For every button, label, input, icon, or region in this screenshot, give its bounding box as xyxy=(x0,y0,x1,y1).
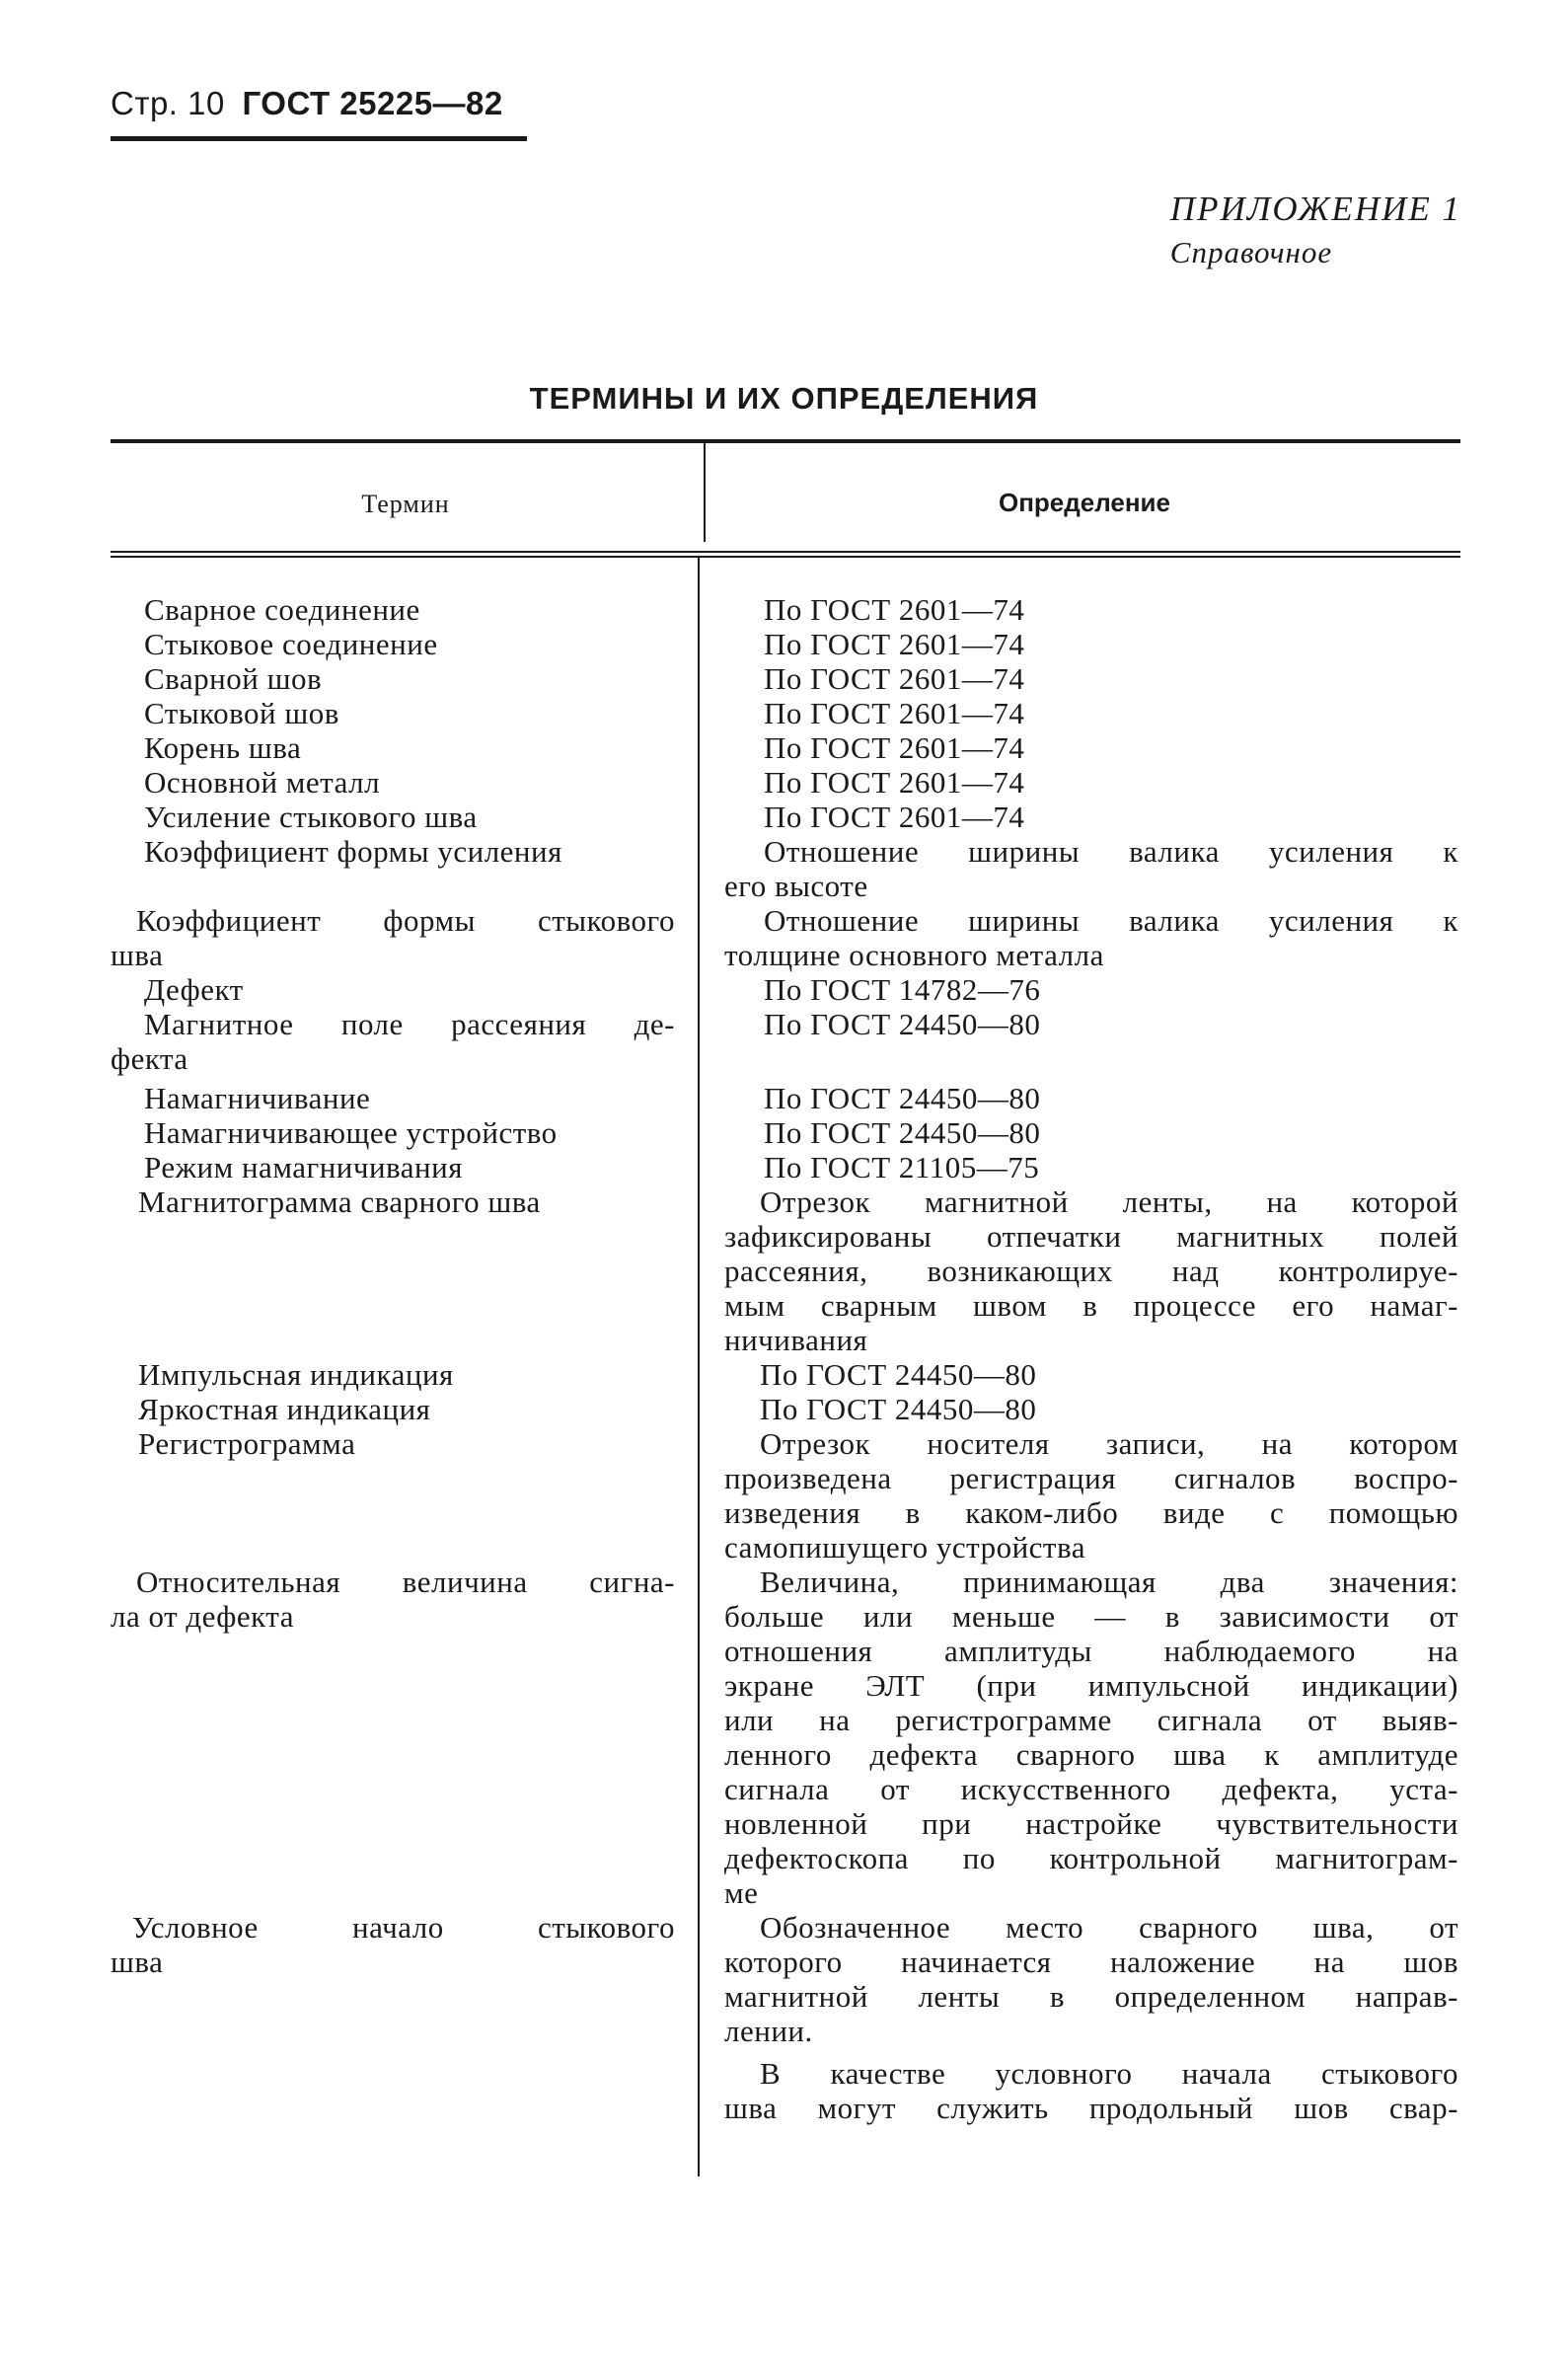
definition-line: произведена регистрация сигналов воспро- xyxy=(724,1461,1458,1495)
definition-cell xyxy=(724,696,1458,730)
definition-cell xyxy=(724,1007,1458,1041)
term-cell xyxy=(111,800,675,834)
term-line: Яркостная индикация xyxy=(138,1392,431,1426)
term-line: Намагничивание xyxy=(144,1081,371,1115)
definition-cell xyxy=(724,1426,1458,1565)
definition-line: новленной при настройке чувствительности xyxy=(724,1806,1458,1841)
definition-cell xyxy=(724,730,1458,765)
definition-line: Отношение ширины валика усиления к xyxy=(764,903,1458,938)
page-header xyxy=(111,85,503,122)
definition-line: Отношение ширины валика усиления к xyxy=(764,834,1458,869)
definition-cell xyxy=(724,1392,1458,1426)
term-cell xyxy=(111,834,675,869)
column-header-term: Термин xyxy=(361,490,450,518)
definition-line: рассеяния, возникающих над контролируе- xyxy=(724,1254,1458,1288)
definition-line: или на регистрограмме сигнала от выяв- xyxy=(724,1703,1458,1737)
definition-line: мым сварным швом в процессе его намаг- xyxy=(724,1288,1458,1323)
definition-line: которого начинается наложение на шов xyxy=(724,1945,1458,1979)
term-line: Стыковой шов xyxy=(144,696,339,730)
definition-line: больше или меньше — в зависимости от xyxy=(724,1599,1458,1634)
definition-line: самопишущего устройства xyxy=(724,1530,1085,1565)
term-cell xyxy=(111,765,675,800)
term-line: Импульсная индикация xyxy=(138,1357,454,1392)
table-top-rule xyxy=(111,439,1460,443)
term-line: шва xyxy=(111,1945,164,1979)
definition-line: толщине основного металла xyxy=(724,938,1104,972)
definition-line: Отрезок магнитной ленты, на которой xyxy=(760,1184,1458,1219)
definition-line: По ГОСТ 2601—74 xyxy=(764,800,1025,834)
appendix-subtitle: Справочное xyxy=(1169,235,1333,269)
column-header-definition: Определение xyxy=(998,488,1170,517)
definition-line: По ГОСТ 2601—74 xyxy=(764,765,1025,800)
definition-line: По ГОСТ 2601—74 xyxy=(764,696,1025,730)
term-line: Коэффициент формы усиления xyxy=(144,834,562,869)
definition-cell xyxy=(724,1565,1458,1910)
definition-line: магнитной ленты в определенном направ- xyxy=(724,1979,1458,2014)
term-line: Магнитограмма сварного шва xyxy=(138,1184,541,1219)
term-cell xyxy=(111,1426,675,1461)
term-cell xyxy=(111,1910,675,1979)
body-column-divider xyxy=(698,558,700,2176)
term-line: Регистрограмма xyxy=(138,1426,356,1461)
definition-cell xyxy=(724,1357,1458,1392)
term-line: Основной металл xyxy=(144,765,381,800)
term-line: ла от дефекта xyxy=(111,1599,294,1634)
term-line: Магнитное поле рассеяния де- xyxy=(144,1007,675,1041)
term-line: Стыковое соединение xyxy=(144,627,438,661)
term-line: Режим намагничивания xyxy=(144,1150,463,1184)
appendix-label xyxy=(1170,190,1461,270)
term-line: Коэффициент формы стыкового xyxy=(136,903,675,938)
header-column-divider xyxy=(704,443,706,542)
term-cell xyxy=(111,1357,675,1392)
definition-cell xyxy=(724,1184,1458,1357)
term-line: Усиление стыкового шва xyxy=(144,800,478,834)
definition-line: По ГОСТ 14782—76 xyxy=(764,972,1041,1007)
definition-line: В качестве условного начала стыкового xyxy=(760,2056,1458,2091)
definition-line: Отрезок носителя записи, на котором xyxy=(760,1426,1458,1461)
definition-cell xyxy=(724,903,1458,972)
definition-line: сигнала от искусственного дефекта, уста- xyxy=(724,1772,1458,1806)
definition-line: По ГОСТ 24450—80 xyxy=(764,1081,1041,1115)
term-cell xyxy=(111,730,675,765)
term-cell xyxy=(111,1565,675,1634)
definition-line: По ГОСТ 2601—74 xyxy=(764,730,1025,765)
table-header-rule xyxy=(111,551,1460,558)
gost-number: ГОСТ 25225—82 xyxy=(242,85,503,121)
definition-line: По ГОСТ 24450—80 xyxy=(760,1357,1037,1392)
definition-cell xyxy=(724,765,1458,800)
definition-line: шва могут служить продольный шов свар- xyxy=(724,2091,1458,2125)
page-number: Стр. 10 xyxy=(111,85,225,121)
term-line: Намагничивающее устройство xyxy=(144,1115,558,1150)
term-line: шва xyxy=(111,938,164,972)
term-cell xyxy=(111,1115,675,1150)
definition-line: По ГОСТ 21105—75 xyxy=(764,1150,1040,1184)
term-cell xyxy=(111,903,675,972)
definition-cell xyxy=(724,800,1458,834)
definition-line: Величина, принимающая два значения: xyxy=(760,1565,1458,1599)
definition-cell xyxy=(724,592,1458,627)
term-cell xyxy=(111,696,675,730)
term-cell xyxy=(111,1150,675,1184)
definition-cell xyxy=(724,1910,1458,2125)
definition-cell xyxy=(724,1115,1458,1150)
definition-line: дефектоскопа по контрольной магнитограм- xyxy=(724,1841,1458,1875)
term-line: Сварной шов xyxy=(144,661,323,696)
term-line: Условное начало стыкового xyxy=(132,1910,675,1945)
definition-line: отношения амплитуды наблюдаемого на xyxy=(724,1634,1458,1668)
definition-line: Обозначенное место сварного шва, от xyxy=(760,1910,1458,1945)
term-cell xyxy=(111,1007,675,1076)
definition-line: ме xyxy=(724,1875,759,1910)
definition-line: По ГОСТ 2601—74 xyxy=(764,627,1025,661)
term-line: Сварное соединение xyxy=(144,592,420,627)
definition-line: лении. xyxy=(724,2014,813,2048)
term-line: фекта xyxy=(111,1041,188,1076)
section-title: ТЕРМИНЫ И ИХ ОПРЕДЕЛЕНИЯ xyxy=(529,381,1039,416)
definition-line: ничивания xyxy=(724,1323,868,1357)
definition-cell xyxy=(724,834,1458,903)
definition-cell xyxy=(724,1081,1458,1115)
term-cell xyxy=(111,661,675,696)
definition-cell xyxy=(724,972,1458,1007)
term-cell xyxy=(111,1184,675,1219)
definition-line: изведения в каком-либо виде с помощью xyxy=(724,1495,1458,1530)
term-cell xyxy=(111,592,675,627)
term-line: Дефект xyxy=(144,972,244,1007)
definition-line: По ГОСТ 24450—80 xyxy=(764,1007,1041,1041)
definition-line: По ГОСТ 24450—80 xyxy=(760,1392,1037,1426)
header-rule xyxy=(111,136,527,141)
term-cell xyxy=(111,627,675,661)
term-cell xyxy=(111,1392,675,1426)
definition-line: По ГОСТ 24450—80 xyxy=(764,1115,1041,1150)
term-cell xyxy=(111,1081,675,1115)
term-cell xyxy=(111,972,675,1007)
definition-line: ленного дефекта сварного шва к амплитуде xyxy=(724,1737,1458,1772)
definition-line: зафиксированы отпечатки магнитных полей xyxy=(724,1219,1458,1254)
definition-cell xyxy=(724,661,1458,696)
definition-line: По ГОСТ 2601—74 xyxy=(764,592,1025,627)
term-line: Корень шва xyxy=(144,730,302,765)
definition-cell xyxy=(724,627,1458,661)
definition-cell xyxy=(724,1150,1458,1184)
definition-line: По ГОСТ 2601—74 xyxy=(764,661,1025,696)
definition-line: его высоте xyxy=(724,869,868,903)
definition-line: экране ЭЛТ (при импульсной индикации) xyxy=(724,1668,1458,1703)
term-line: Относительная величина сигна- xyxy=(136,1565,675,1599)
appendix-title: ПРИЛОЖЕНИЕ 1 xyxy=(1169,190,1461,228)
